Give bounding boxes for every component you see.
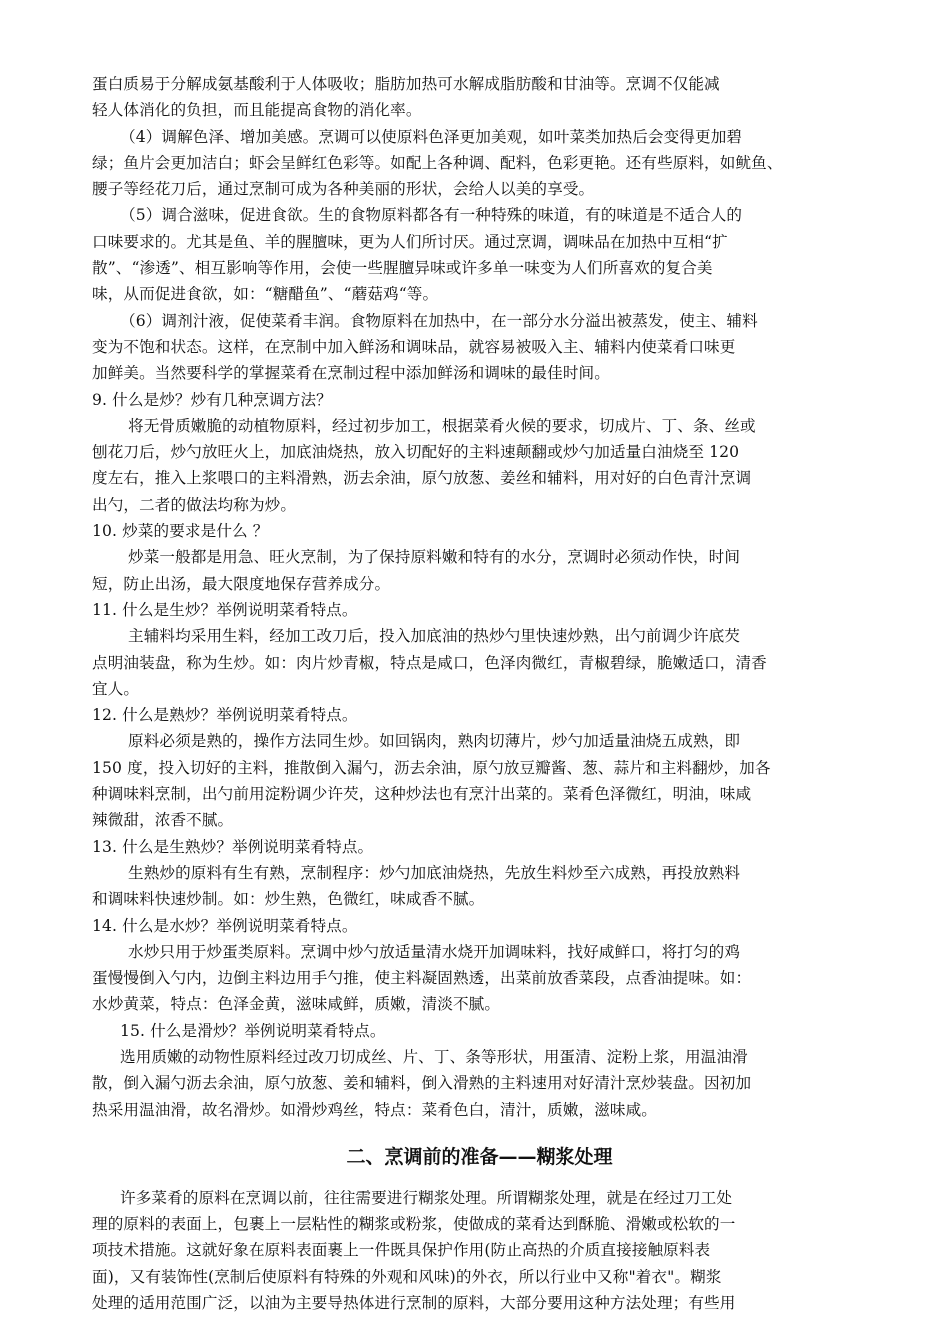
paragraph-line: 许多菜肴的原料在烹调以前，往往需要进行糊浆处理。所谓糊浆处理，就是在经过刀工处 — [120, 1188, 733, 1207]
paragraph-line: 150 度，投入切好的主料，推散倒入漏勺，沥去余油，原勺放豆瓣酱、葱、蒜片和主料翻炒，加各 — [92, 758, 771, 777]
question-line: 10. 炒菜的要求是什么 ？ — [92, 522, 269, 541]
paragraph-line: 主辅料均采用生料，经加工改刀后，投入加底油的热炒勺里快速炒熟，出勺前调少许底芡 — [128, 627, 741, 646]
paragraph-line: 口味要求的。尤其是鱼、羊的腥膻味，更为人们所讨厌。通过烹调，调味品在加热中互相“扩 — [92, 232, 728, 251]
paragraph-line: 理的原料的表面上，包裹上一层粘性的糊浆或粉浆，使做成的菜肴达到酥脆、滑嫩或松软的一 — [92, 1215, 736, 1234]
paragraph-line: 和调味料快速炒制。如：炒生熟，色微红，味咸香不腻。 — [92, 890, 485, 909]
paragraph-line: 原料必须是熟的，操作方法同生炒。如回锅肉，熟肉切薄片，炒勺加适量油烧五成熟，即 — [128, 732, 741, 751]
document-page — [92, 71, 867, 1316]
paragraph-line: 炒菜一般都是用急、旺火烹制，为了保持原料嫩和特有的水分，烹调时必须动作快，时间 — [128, 548, 741, 567]
question-line: 12. 什么是熟炒？举例说明菜肴特点。 — [92, 706, 358, 725]
paragraph-line: 绿；鱼片会更加洁白；虾会呈鲜红色彩等。如配上各种调、配料，色彩更艳。还有些原料，如鱿鱼、 — [92, 153, 783, 172]
paragraph-line: 轻人体消化的负担，而且能提高食物的消化率。 — [92, 101, 422, 120]
paragraph-line: 短，防止出汤，最大限度地保存营养成分。 — [92, 574, 391, 593]
paragraph-line: 度左右，推入上浆喂口的主料滑熟，沥去余油，原勺放葱、姜丝和辅料，用对好的白色青汁烹调 — [92, 469, 752, 488]
paragraph-line: （6）调剂汁液，促使菜肴丰润。食物原料在加热中，在一部分水分溢出被蒸发，使主、辅料 — [120, 311, 758, 330]
paragraph-line: 处理的适用范围广泛，以油为主要导热体进行烹制的原料，大部分要用这种方法处理；有些用 — [92, 1294, 736, 1313]
paragraph-line: 蛋慢慢倒入勺内，边倒主料边用手勺推，使主料凝固熟透，出菜前放香菜段，点香油提味。如： — [92, 969, 752, 988]
paragraph-line: 加鲜美。当然要科学的掌握菜肴在烹制过程中添加鲜汤和调味的最佳时间。 — [92, 364, 610, 383]
question-line: 14. 什么是水炒？举例说明菜肴特点。 — [92, 916, 358, 935]
section-heading: 二、烹调前的准备——糊浆处理 — [346, 1145, 613, 1168]
paragraph-line: 水炒只用于炒蛋类原料。烹调中炒勺放适量清水烧开加调味料，找好咸鲜口，将打匀的鸡 — [128, 942, 741, 961]
paragraph-line: 散，倒入漏勺沥去余油，原勺放葱、姜和辅料，倒入滑熟的主料速用对好清汁烹炒装盘。因初加 — [92, 1074, 752, 1093]
paragraph-line: 味，从而促进食欲，如：“糖醋鱼”、“蘑菇鸡“等。 — [92, 285, 439, 304]
paragraph-line: 出勺，二者的做法均称为炒。 — [92, 495, 297, 514]
paragraph-line: 15. 什么是滑炒？举例说明菜肴特点。 — [120, 1021, 386, 1040]
paragraph-line: 选用质嫩的动物性原料经过改刀切成丝、片、丁、条等形状，用蛋清、淀粉上浆，用温油滑 — [120, 1047, 748, 1066]
paragraph-line: 宜人。 — [92, 679, 140, 698]
paragraph-line: 腰子等经花刀后，通过烹制可成为各种美丽的形状，会给人以美的享受。 — [92, 180, 595, 199]
paragraph-line: 项技术措施。这就好象在原料表面裹上一件既具保护作用(防止高热的介质直接接触原料表 — [92, 1241, 711, 1260]
paragraph-line: （5）调合滋味，促进食欲。生的食物原料都各有一种特殊的味道，有的味道是不适合人的 — [120, 206, 743, 225]
paragraph-line: 变为不饱和状态。这样，在烹制中加入鲜汤和调味品，就容易被吸入主、辅料内使菜肴口味更 — [92, 337, 736, 356]
paragraph-line: 刨花刀后，炒勺放旺火上，加底油烧热，放入切配好的主料速颠翻或炒勺加适量白油烧至 120 — [92, 443, 740, 462]
paragraph-line: 种调味料烹制，出勺前用淀粉调少许芡，这种炒法也有烹汁出菜的。菜肴色泽微红，明油，味咸 — [92, 785, 752, 804]
question-line: 9. 什么是炒？炒有几种烹调方法？ — [92, 390, 332, 409]
question-line: 11. 什么是生炒？举例说明菜肴特点。 — [92, 600, 358, 619]
paragraph-line: 蛋白质易于分解成氨基酸利于人体吸收；脂肪加热可水解成脂肪酸和甘油等。烹调不仅能减 — [92, 75, 720, 93]
paragraph-line: 点明油装盘，称为生炒。如：肉片炒青椒，特点是咸口，色泽肉微红，青椒碧绿，脆嫩适口，清香 — [92, 653, 767, 672]
paragraph-line: （4）调解色泽、增加美感。烹调可以使原料色泽更加美观，如叶菜类加热后会变得更加碧 — [120, 127, 743, 146]
paragraph-line: 水炒黄菜，特点：色泽金黄，滋味咸鲜，质嫩，清淡不腻。 — [92, 995, 501, 1014]
paragraph-line: 将无骨质嫩脆的动植物原料，经过初步加工，根据菜肴火候的要求，切成片、丁、条、丝或 — [128, 416, 756, 435]
question-line: 13. 什么是生熟炒？举例说明菜肴特点。 — [92, 837, 374, 856]
paragraph-line: 面)，又有装饰性(烹制后使原料有特殊的外观和风味)的外衣，所以行业中又称"着衣"。糊浆 — [92, 1267, 722, 1286]
paragraph-line: 辣微甜，浓香不腻。 — [92, 811, 234, 830]
paragraph-line: 散”、“渗透”、相互影响等作用，会使一些腥膻异味或许多单一味变为人们所喜欢的复合美 — [92, 259, 713, 278]
paragraph-line: 热采用温油滑，故名滑炒。如滑炒鸡丝，特点：菜肴色白，清汁，质嫩，滋味咸。 — [92, 1100, 657, 1119]
paragraph-line: 生熟炒的原料有生有熟，烹制程序：炒勺加底油烧热，先放生料炒至六成熟，再投放熟料 — [128, 863, 741, 882]
